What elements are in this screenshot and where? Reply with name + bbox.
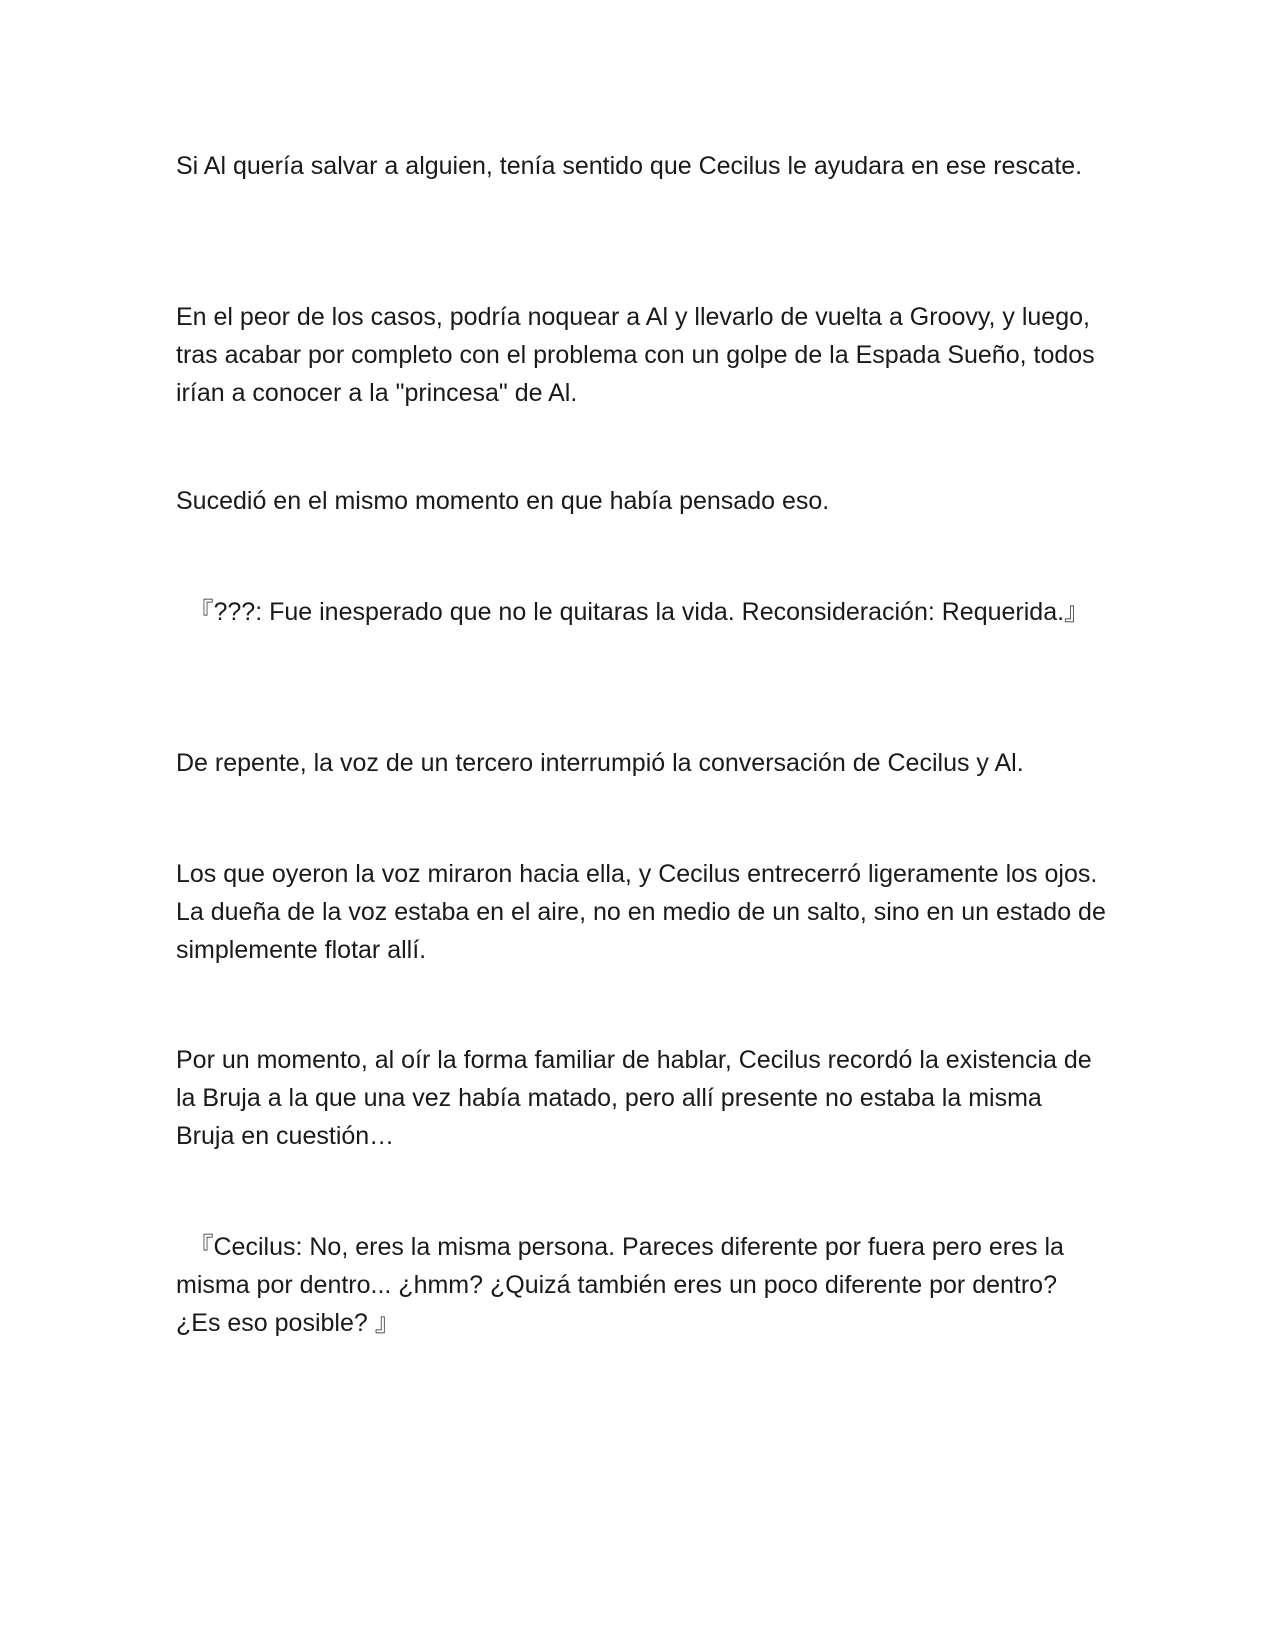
dialogue-paragraph: 『Cecilus: No, eres la misma persona. Pareces diferente por fuera pero eres la misma por dentro... ¿hmm? ¿Quizá también eres un poco diferente por dentro? ¿Es eso posible? 』: [176, 1233, 1064, 1337]
paragraph: Por un momento, al oír la forma familiar de hablar, Cecilus recordó la existencia de la Bruja a la que una vez había matado, pero allí presente no estaba la misma Bruja en cuestión…: [176, 1046, 1092, 1150]
paragraph: Los que oyeron la voz miraron hacia ella, y Cecilus entrecerró ligeramente los ojos. La dueña de la voz estaba en el aire, no en medio de un salto, sino en un estado de simplemente flotar allí.: [176, 860, 1106, 964]
paragraph: En el peor de los casos, podría noquear a Al y llevarlo de vuelta a Groovy, y luego, tras acabar por completo con el problema con un golpe de la Espada Sueño, todos irían a conocer a la "princesa" de Al.: [176, 303, 1095, 407]
dialogue-paragraph: 『???: Fue inesperado que no le quitaras la vida. Reconsideración: Requerida.』: [176, 598, 1090, 626]
paragraph: Si Al quería salvar a alguien, tenía sentido que Cecilus le ayudara en ese rescate.: [176, 152, 1083, 180]
paragraph: Sucedió en el mismo momento en que había pensado eso.: [176, 487, 830, 515]
paragraph: De repente, la voz de un tercero interrumpió la conversación de Cecilus y Al.: [176, 749, 1024, 777]
